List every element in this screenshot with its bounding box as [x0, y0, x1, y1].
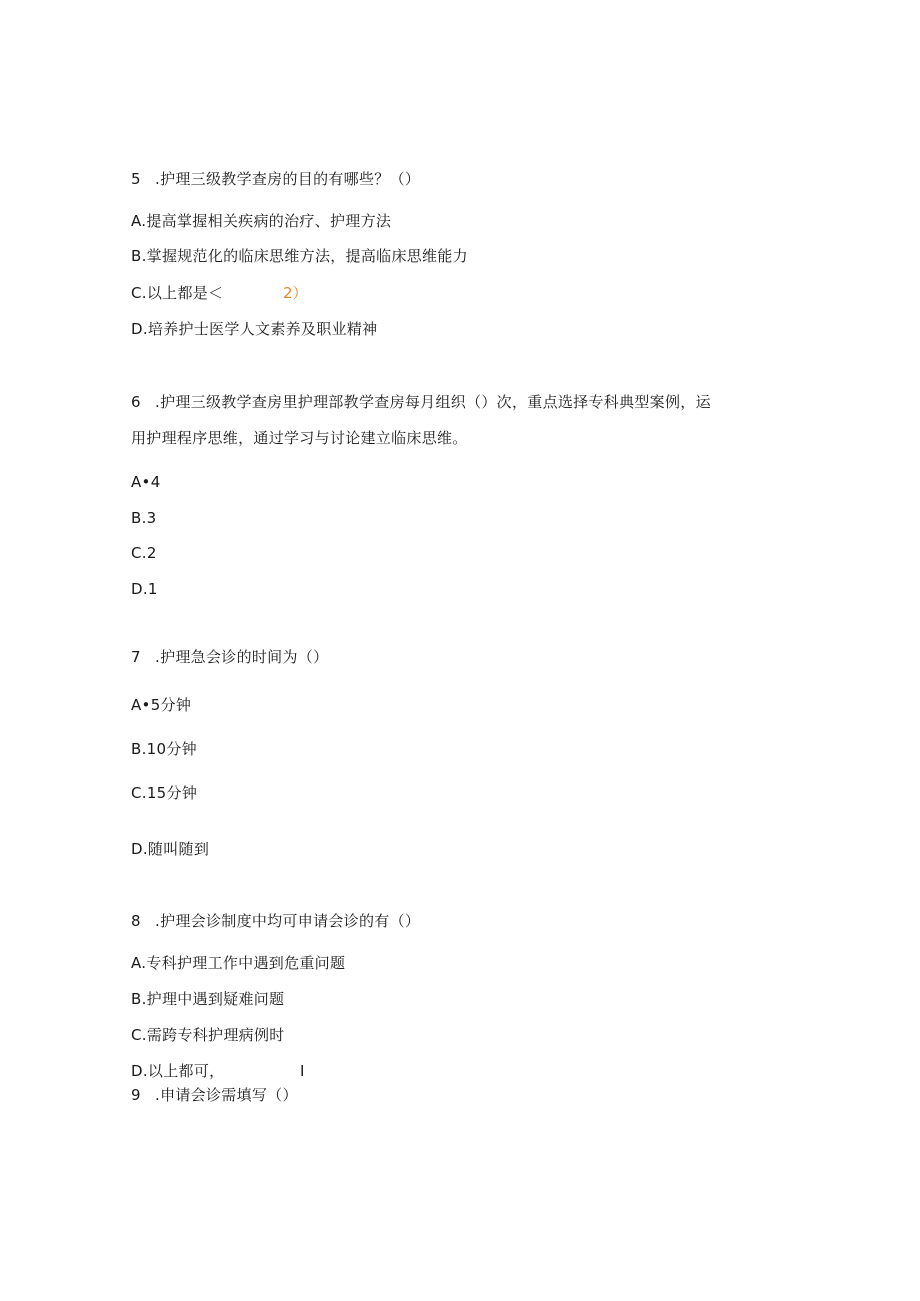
question-7-option-b: B.10分钟	[131, 740, 197, 758]
question-text: .申请会诊需填写（）	[155, 1086, 298, 1104]
question-8-stem	[131, 911, 420, 931]
stray-mark: I	[300, 1062, 305, 1080]
question-8-option-b: B.护理中遇到疑难问题	[131, 990, 285, 1008]
question-7-stem	[131, 647, 328, 667]
question-text: .护理三级教学查房里护理部教学查房每月组织（）次，重点选择专科典型案例，运	[155, 393, 711, 411]
question-number: 8	[131, 912, 141, 930]
question-6-option-a: A•4	[131, 473, 161, 491]
question-number: 6	[131, 393, 141, 411]
question-9-stem	[131, 1085, 298, 1105]
handwritten-annotation: 2）	[283, 284, 308, 302]
question-7-option-c: C.15分钟	[131, 784, 198, 802]
question-8-option-d: D.以上都可，	[131, 1062, 225, 1080]
question-text: .护理会诊制度中均可申请会诊的有（）	[155, 912, 421, 930]
question-6-option-b: B.3	[131, 509, 157, 527]
question-6-option-d: D.1	[131, 580, 158, 598]
question-7-option-a: A•5分钟	[131, 696, 192, 714]
question-5-option-d: D.培养护士医学人文素养及职业精神	[131, 320, 378, 338]
question-7-option-d: D.随叫随到	[131, 840, 210, 858]
question-5-stem	[131, 169, 420, 189]
question-number: 9	[131, 1086, 141, 1104]
question-text: .护理三级教学查房的目的有哪些？（）	[155, 170, 421, 188]
question-6-stem	[131, 392, 711, 412]
question-5-option-b: B.掌握规范化的临床思维方法，提高临床思维能力	[131, 247, 468, 265]
question-number: 5	[131, 170, 141, 188]
question-number: 7	[131, 648, 141, 666]
question-5-option-c: C.以上都是＜	[131, 284, 224, 302]
question-6-stem-continued: 用护理程序思维，通过学习与讨论建立临床思维。	[131, 429, 468, 447]
question-8-option-c: C.需跨专科护理病例时	[131, 1026, 285, 1044]
question-8-option-a: A.专科护理工作中遇到危重问题	[131, 954, 346, 972]
question-6-option-c: C.2	[131, 544, 157, 562]
question-5-option-a: A.提高掌握相关疾病的治疗、护理方法	[131, 212, 392, 230]
question-text: .护理急会诊的时间为（）	[155, 648, 329, 666]
